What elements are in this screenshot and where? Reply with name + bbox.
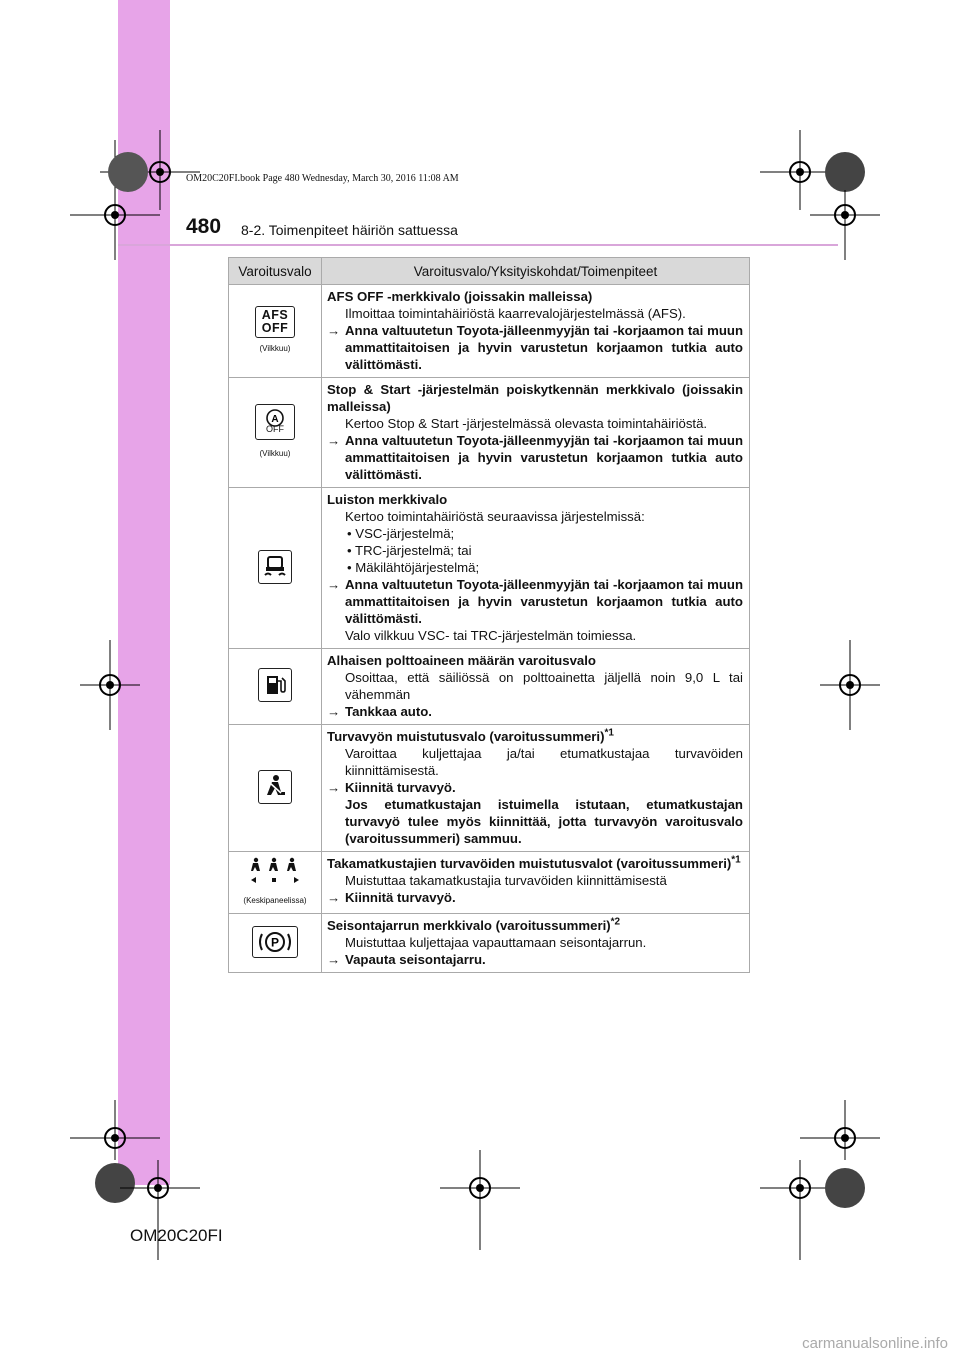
book-info: OM20C20FI.book Page 480 Wednesday, March 30, 2016 11:08 AM: [186, 173, 459, 184]
row-description: Muistuttaa takamatkustajia turvavöiden kiinnittämisestä: [345, 873, 667, 888]
icon-cell: [229, 378, 322, 488]
fuel-icon: [258, 668, 292, 702]
svg-text:P: P: [270, 935, 280, 949]
svg-text:A: A: [271, 413, 279, 425]
icon-cell: [229, 649, 322, 725]
arrow-icon: →: [327, 780, 341, 795]
row-title: Luiston merkkivalo: [327, 492, 448, 507]
table-row: [229, 285, 750, 378]
row-title: Takamatkustajien turvavöiden muistutusvalot (varoitussummeri)$^{*1}$: [327, 854, 741, 871]
header-rule: [118, 244, 838, 246]
table-row: [229, 378, 750, 488]
document-code: OM20C20FI: [130, 1226, 223, 1245]
registration-mark-icon: [820, 640, 880, 730]
row-action: → Kiinnitä turvavyö.: [327, 890, 456, 905]
row-title: Stop & Start -järjestelmän poiskytkennän merkkivalo (joissakin malleissa): [327, 382, 743, 414]
details-cell: [322, 852, 750, 914]
details-cell: [322, 914, 750, 973]
details-cell: [322, 649, 750, 725]
table-row: [229, 852, 750, 914]
registration-mark-icon: [760, 130, 880, 260]
watermark: carmanualsonline.info: [802, 1335, 948, 1352]
arrow-icon: →: [327, 952, 341, 967]
row-description: Osoittaa, että säiliössä on polttoainetta jäljellä noin 9,0 L tai vähemmän: [345, 670, 743, 702]
row-description: Muistuttaa kuljettajaa vapauttamaan seisontajarrun.: [345, 935, 647, 950]
registration-mark-icon: [760, 1100, 880, 1260]
row-action: → Anna valtuutetun Toyota-jälleenmyyjän tai -korjaamon tai muun ammattitaitoisen ja hyvin varustetun korjaamon tutkia auto välittömästi.: [327, 577, 743, 626]
row-description: Kertoo Stop & Start -järjestelmässä olevasta toimintahäiriöstä.: [345, 416, 708, 431]
icon-cell: [229, 914, 322, 973]
row-action: → Anna valtuutetun Toyota-jälleenmyyjän tai -korjaamon tai muun ammattitaitoisen ja hyvin varustetun korjaamon tutkia auto välittömästi.: [327, 433, 743, 482]
row-title: Seisontajarrun merkkivalo (varoitussummeri)$^{*2}$: [327, 916, 621, 933]
icon-caption: (Vilkkuu): [259, 448, 291, 458]
icon-cell: [229, 285, 322, 378]
stop-start-off-icon: [255, 404, 295, 440]
row-action: → Tankkaa auto.: [327, 704, 432, 719]
icon-caption: (Vilkkuu): [259, 343, 291, 353]
afs-off-icon: AFS OFF: [255, 306, 295, 338]
warning-lights-table: [228, 257, 750, 973]
details-cell: [322, 378, 750, 488]
footnote-ref: *1: [604, 727, 614, 739]
slip-indicator-icon: [258, 550, 292, 584]
footnote-ref: *2: [610, 916, 621, 928]
row-action: → Kiinnitä turvavyö.: [327, 780, 456, 795]
arrow-icon: →: [327, 890, 341, 905]
icon-caption: (Keskipaneelissa): [243, 896, 307, 905]
details-cell: [322, 488, 750, 649]
row-action: → Anna valtuutetun Toyota-jälleenmyyjän tai -korjaamon tai muun ammattitaitoisen ja hyvin varustetun korjaamon tutkia auto välittömästi.: [327, 323, 743, 372]
arrow-icon: →: [327, 577, 341, 592]
seatbelt-icon: [258, 770, 292, 804]
registration-mark-icon: [440, 1150, 520, 1250]
row-note: Valo vilkkuu VSC- tai TRC-järjestelmän toimiessa.: [345, 628, 637, 643]
page-number: 480: [186, 215, 222, 238]
registration-mark-icon: [100, 130, 200, 210]
table-row: [229, 488, 750, 649]
table-header-row: [229, 258, 750, 285]
arrow-icon: →: [327, 433, 341, 448]
arrow-icon: →: [327, 323, 341, 338]
row-extra: Jos etumatkustajan istuimella istutaan, etumatkustajan turvavyö tulee myös kiinnittää, jotta turvavyön varoitusvalo (varoitussummeri) sammuu.: [345, 797, 743, 846]
icon-label: OFF: [266, 423, 284, 434]
section-title: 8-2. Toimenpiteet häiriön sattuessa: [241, 222, 458, 238]
table-row: [229, 649, 750, 725]
details-cell: [322, 285, 750, 378]
row-description: Ilmoittaa toimintahäiriöstä kaarrevalojärjestelmässä (AFS).: [345, 306, 686, 321]
icon-cell: [229, 725, 322, 852]
list-item: • TRC-järjestelmä; tai: [347, 543, 472, 558]
footnote-ref: *1: [731, 854, 741, 866]
column-header-light: Varoitusvalo: [229, 258, 322, 285]
row-description: Kertoo toimintahäiriöstä seuraavissa järjestelmissä:: [345, 509, 645, 524]
registration-mark-icon: [80, 640, 140, 730]
table-row: [229, 725, 750, 852]
list-item: • Mäkilähtöjärjestelmä;: [347, 560, 480, 575]
icon-cell: [229, 852, 322, 914]
icon-cell: [229, 488, 322, 649]
list-item: • VSC-järjestelmä;: [347, 526, 455, 541]
parking-brake-icon: [252, 926, 298, 958]
details-cell: [322, 725, 750, 852]
row-title: AFS OFF -merkkivalo (joissakin malleissa): [327, 289, 593, 304]
row-title: Turvavyön muistutusvalo (varoitussummeri)$^{*1}$: [327, 727, 614, 744]
table-row: [229, 914, 750, 973]
arrow-icon: →: [327, 704, 341, 719]
rear-seatbelt-icon: [247, 856, 303, 886]
row-action: → Vapauta seisontajarru.: [327, 952, 486, 967]
column-header-details: Varoitusvalo/Yksityiskohdat/Toimenpiteet: [322, 258, 750, 285]
row-title: Alhaisen polttoaineen määrän varoitusvalo: [327, 653, 596, 668]
row-description: Varoittaa kuljettajaa ja/tai etumatkustajaa turvavöiden kiinnittämisestä.: [345, 746, 743, 778]
